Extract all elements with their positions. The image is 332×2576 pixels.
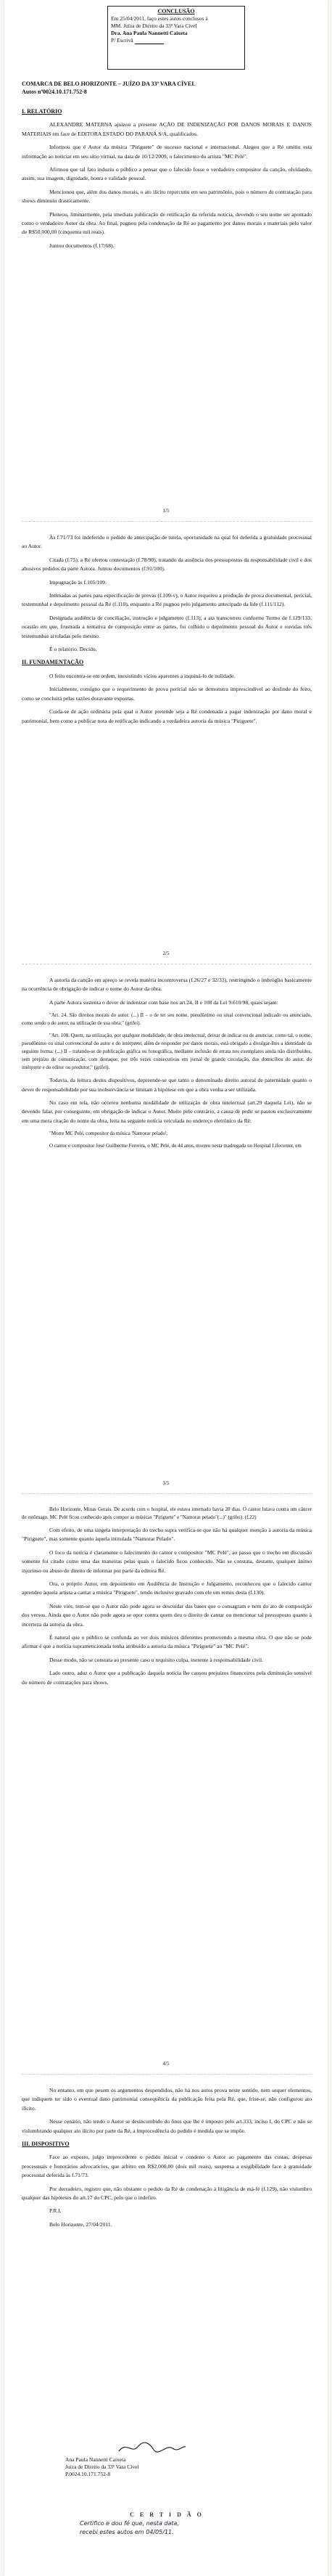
certidao-stamp: [80, 2511, 254, 2569]
page-number: 2/5: [162, 951, 170, 956]
fundamentacao-paragraph: O feito encontra-se em ordem, inexistindo vícios aparentes a inquiná-lo de nulidade.: [49, 672, 236, 679]
law-quote-art108: "Art. 108. Quem, na utilização, por qualquer modalidade, de obra intelectual, deixar de indicar ou de anunciar, como tal, o nome, pseudônimo ou sinal convencional do autor e do intérprete, além de responder por danos morais, está obrigado a divulgar-lhes a identidade da seguinte forma: (...) II – tratando-se de publicação gráfica ou fonográfica, mediante inclusão de errata nos exemplares ainda não distribuídos, sem prejuízo de comunicação, com destaque, por três vezes consecutivas em jornal de grande circulação, dos domicílios do autor, do intérprete e do editor ou produtor;" (grifei).: [22, 1033, 312, 1071]
news-quote-headline: "Morre MC Pelé, compositor da música 'Namorar pelado';: [49, 1131, 168, 1137]
fundamentacao-paragraph: Lado outro, aduz o Autor que a publicação daquela notícia lhe causou prejuízos financeiros pela diminuição sensível do número de contratações para shows.: [22, 1670, 312, 1686]
relatorio-paragraph: Afirmou que tal fato induziu o público a pensar que o falecido fosse o verdadeiro compositor da canção, olvidando, assim, sua imagem, dignidade, honra e validade pessoal.: [22, 166, 312, 182]
certidao-title: C E R T I D Ã O: [130, 2511, 204, 2518]
fundamentacao-paragraph: Ora, o próprio Autor, em depoimento em Audiência de Instrução e Julgamento, reconheceu que o falecido cantor aprendeu àquela artista a cantar a música "Piriguete", tendo inclusive gravado com ele um remix desta (f.130).: [22, 1580, 312, 1596]
page-divider: [22, 2074, 312, 2075]
fundamentacao-paragraph: Inicialmente, consigno que o requerimento de prova pericial não se demonstra imprescindível ao deslinde do feito, como se concluirá pelas razões doravante expostas.: [22, 686, 312, 702]
court-name: COMARCA DE BELO HORIZONTE – JUÍZO DA 33ª VARA CÍVEL: [22, 81, 196, 87]
page-divider: [22, 1493, 312, 1494]
final-page: [22, 2086, 312, 2234]
case-number: Autos nº0024.10.171.752-8: [22, 89, 87, 95]
fundamentacao-paragraph: Nesse cenário, não tendo o Autor se desincumbido do ônus que lhe é imposto pelo art.333, inciso I, do CPC e não se vislumbrando qualquer ato ilícito por parte da Ré, a improcedência do pedido é medida que se impõe.: [22, 2118, 312, 2134]
fundamentacao-paragraph: É natural que o público se confunda ao ver dois músicos diferentes promovendo a mesma obra. O que não se pode afirmar é que a notícia supramencionada tenha atribuído a autoria da música "Piriguete" ao "MC Pelé".: [22, 1634, 312, 1650]
relatorio-paragraph: Designada audiência de conciliação, instrução e julgamento (f.113), a ata transcorreu conforme Termo de f.129/133, ocasião em que, frustrada a tentativa de composição entre as partes, foi colhido o depoimento pessoal do Autor e ouvidas três testemunhas arroladas pelo mesmo.: [22, 614, 312, 639]
certidao-line-1: Certifico e dou fé que, nesta data,: [80, 2520, 179, 2527]
fundamentacao-title: II. FUNDAMENTAÇÃO: [22, 659, 84, 666]
fundamentacao-paragraph: Desse modo, não se constata ao presente caso o requisito culpa, inerente à responsabilidade civil.: [49, 1656, 264, 1663]
relatorio-paragraph: Impugnação às f.105/109.: [49, 578, 107, 586]
stamp-line-3: Dra. Ana Paula Nannetti Caixeta: [111, 30, 188, 36]
pri-label: P.R.I.: [49, 2207, 62, 2215]
relatorio-paragraph: Juntou documentos (f.17/68).: [49, 242, 115, 249]
relatorio-paragraph: Informou que é Autor da música "Piriguete" de sucesso nacional e internacional. Alegou que a Ré omitiu esta informação ao noticiar em seu sítio virtual, na data de 10/12/2009, o falecimento do artista "MC Pelé".: [22, 144, 312, 160]
judge-signature-block: [65, 2456, 254, 2478]
certidao-line-2: recebi estes autos em 04/05/11.: [80, 2529, 174, 2535]
page-number: 3/5: [162, 1480, 170, 1486]
news-quote-body: O cantor e compositor José Guilherme Ferreira, o MC Pelé, de 44 anos, morreu nesta madrugada no Hospital Lifecenter, em: [49, 1143, 302, 1149]
relatorio-section: [22, 107, 312, 255]
relatorio-paragraph: Pleiteou, liminarmente, pela imediata publicação de retificação da referida notícia, devendo o seu nome ser apontado como o verdadeiro Autor da obra. Ao final, pugnou pela condenação da Ré ao pagamento por danos morais e materiais pelo valor de R$50.000,00 (cinquenta mil reais).: [22, 210, 312, 236]
page-divider: [22, 521, 312, 522]
fundamentacao-paragraph: Todavia, da leitura destes dispositivos, depreende-se que tanto o denominado direito autoral de paternidade quanto o dever de responsabilidade por sua inobservância se limitam à hipótese em que a obra venha a ser utilizada.: [22, 1077, 312, 1093]
fundamentacao-paragraph: No entanto, em que pesem os argumentos despendidos, não há nos autos prova neste sentido, nem sequer elementos, que indiquem ter sido o eventual dano patrimonial consequência da publicação feita pela Ré, que, frise-se, não configurou ato ilícito.: [22, 2087, 312, 2112]
fundamentacao-paragraph: A parte Autora sustenta o dever de indenizar com base nos art.24, II e 108 da Lei 9.610/98, quais sejam:: [49, 998, 278, 1006]
judge-signature: [116, 2440, 188, 2456]
stamp-line-4: [111, 37, 241, 44]
page-number: 1/5: [162, 508, 170, 514]
fundamentacao-paragraph: No caso em tela, não ocorreu nenhuma modalidade de utilização de obra intelectual (art.29 daquela Lei), não se devendo falar, por conseguinte, em obrigação de indicar o Autor. Muito pelo contrário, a causa de pedir se pautou exclusivamente em uma mera citação do nome da obra, feita na seguinte notícia veiculada no endereço eletrônico da Ré:: [22, 1099, 312, 1124]
relatorio-closing: É o relatório. Decido.: [49, 646, 97, 653]
court-header: [22, 80, 312, 96]
relatorio-paragraph: Citada (f.75), a Ré ofertou contestação (f.78/90), tratando da ausência dos pressupostos da responsabilidade civil e dos abusivos pedidos da parte Autora. Juntou documentos (f.91/100).: [22, 556, 312, 573]
fundamentacao-paragraph: Com efeito, de uma singela interpretação do trecho supra verifica-se que não há qualquer menção à autoria da música "Piriguete", mas somente quanto àquela intitulada "Namorar Pelado".: [22, 1527, 312, 1543]
fundamentacao-page-4: [22, 1506, 312, 1691]
stamp-title: CONCLUSÃO: [157, 8, 195, 15]
fundamentacao-paragraph: O foco da notícia é claramente o falecimento do cantor e compositor "MC Pelé", ao passo que o trecho em discussão somente foi citado como uma das maneiras pelas quais o falecido ficou conhecido. Não se constata, destarte, qualquer ânimo injurioso ou abuso do direito de informar por parte da editora Ré.: [22, 1549, 312, 1574]
fundamentacao-paragraph: Cuida-se de ação ordinária pela qual o Autor pretende seja a Ré condenada a pagar indenização por dano moral e patrimonial, bem como a publicar nota de retificação indicando a verdadeira autoria da música "Piriguete".: [22, 708, 312, 724]
fundamentacao-continued: [22, 976, 312, 1154]
conclusao-stamp: [107, 6, 245, 70]
law-quote-art24: "Art. 24. São direitos morais do autor: (...) II – o de ter seu nome, pseudônimo ou sinal convencional indicado ou anunciado, como sendo o do autor, na utilização de sua obra;" (grifei).: [22, 1012, 312, 1027]
news-quote-continued: Belo Horizonte, Minas Gerais. De acordo com o hospital, ele estava internado havia 20 dias. O cantor lutava contra um câncer de estômago. MC Pelé ficou conhecido após compor as músicas "Piriguete" e "Namorar pelado"(...)" (grifei). (f.22): [22, 1506, 312, 1520]
fundamentacao-paragraph: Neste viés, tem-se que o Autor não pode agora se descuidar das bases que o consagram e nem do ato de composição dos versos. Ainda que o Autor não pode agora se opor contra quem deu o direito de cantar ou mencionar tal pressuposto quanto à incerteza da autoria da obra.: [22, 1602, 312, 1628]
relatorio-continued: [22, 533, 312, 730]
stamp-line-1: Em 25/04/2011, faço estes autos conclusos à: [111, 15, 208, 22]
relatorio-paragraph: Às f.71/73 foi indeferido o pedido de antecipação de tutela, oportunidade na qual foi deferida a gratuidade processual ao Autor.: [22, 534, 312, 550]
process-number: P.0024.10.171.752-8: [65, 2471, 111, 2477]
page-number: 4/5: [162, 2061, 170, 2067]
relatorio-paragraph: Intimadas as partes para especificação de provas (f.109-v), o Autor requereu a produção de prova documental, pericial, testemunhal e depoimento pessoal da Ré (f.110), enquanto a Ré pugnou pelo julgamento antecipado da lide (f.111/112).: [22, 592, 312, 608]
date-line: Belo Horizonte, 27/04/2011.: [49, 2220, 112, 2228]
fundamentacao-paragraph: A autoria da canção em apreço se revela matéria incontroversa (f.26/27 e 32/33), restringindo o imbróglio basicamente na ocorrência de obrigação de indicar o nome do Autor da obra.: [22, 977, 312, 993]
judge-name: Ana Paula Nannetti Caixeta: [65, 2456, 126, 2463]
judge-role: Juíza de Direito da 33ª Vara Cível: [65, 2464, 139, 2470]
stamp-signature: [135, 37, 164, 44]
relatorio-title: I. RELATÓRIO: [22, 108, 62, 115]
stamp-escriva-label: P/ Escrivã: [111, 37, 133, 44]
dispositivo-paragraph: Por derradeiro, registro que, não obstante o pedido da Ré de condenação à litigância de má-fé (f.129), não vislumbro qualquer das hipóteses do art.17 do CPC, pelo que o indefiro.: [22, 2185, 312, 2202]
relatorio-paragraph: Mencionou que, além dos danos morais, o ato ilícito repercutiu em seu patrimônio, pois o número de contratação para shows diminuiu drasticamente.: [22, 188, 312, 205]
dispositivo-title: III. DISPOSITIVO: [22, 2141, 70, 2148]
relatorio-paragraph: ALEXANDRE MATERNA ajuizou a presente AÇÃO DE INDENIZAÇÃO POR DANOS MORAIS E DANOS MATERIAIS em face de EDITORA ESTADO DO PARANÁ S/A, qualificados.: [22, 121, 312, 137]
dispositivo-paragraph: Face ao exposto, julgo improcedente o pedido inicial e condeno o Autor ao pagamento das custas, despesas processuais e honorários advocatícios, que arbitro em R$2.000,00 (dois mil reais), suspensa a exigibilidade face à gratuidade processual deferida às f.71/73.: [22, 2154, 312, 2179]
stamp-line-2: MM. Juíza de Direito da 33ª Vara Cível: [111, 22, 197, 29]
